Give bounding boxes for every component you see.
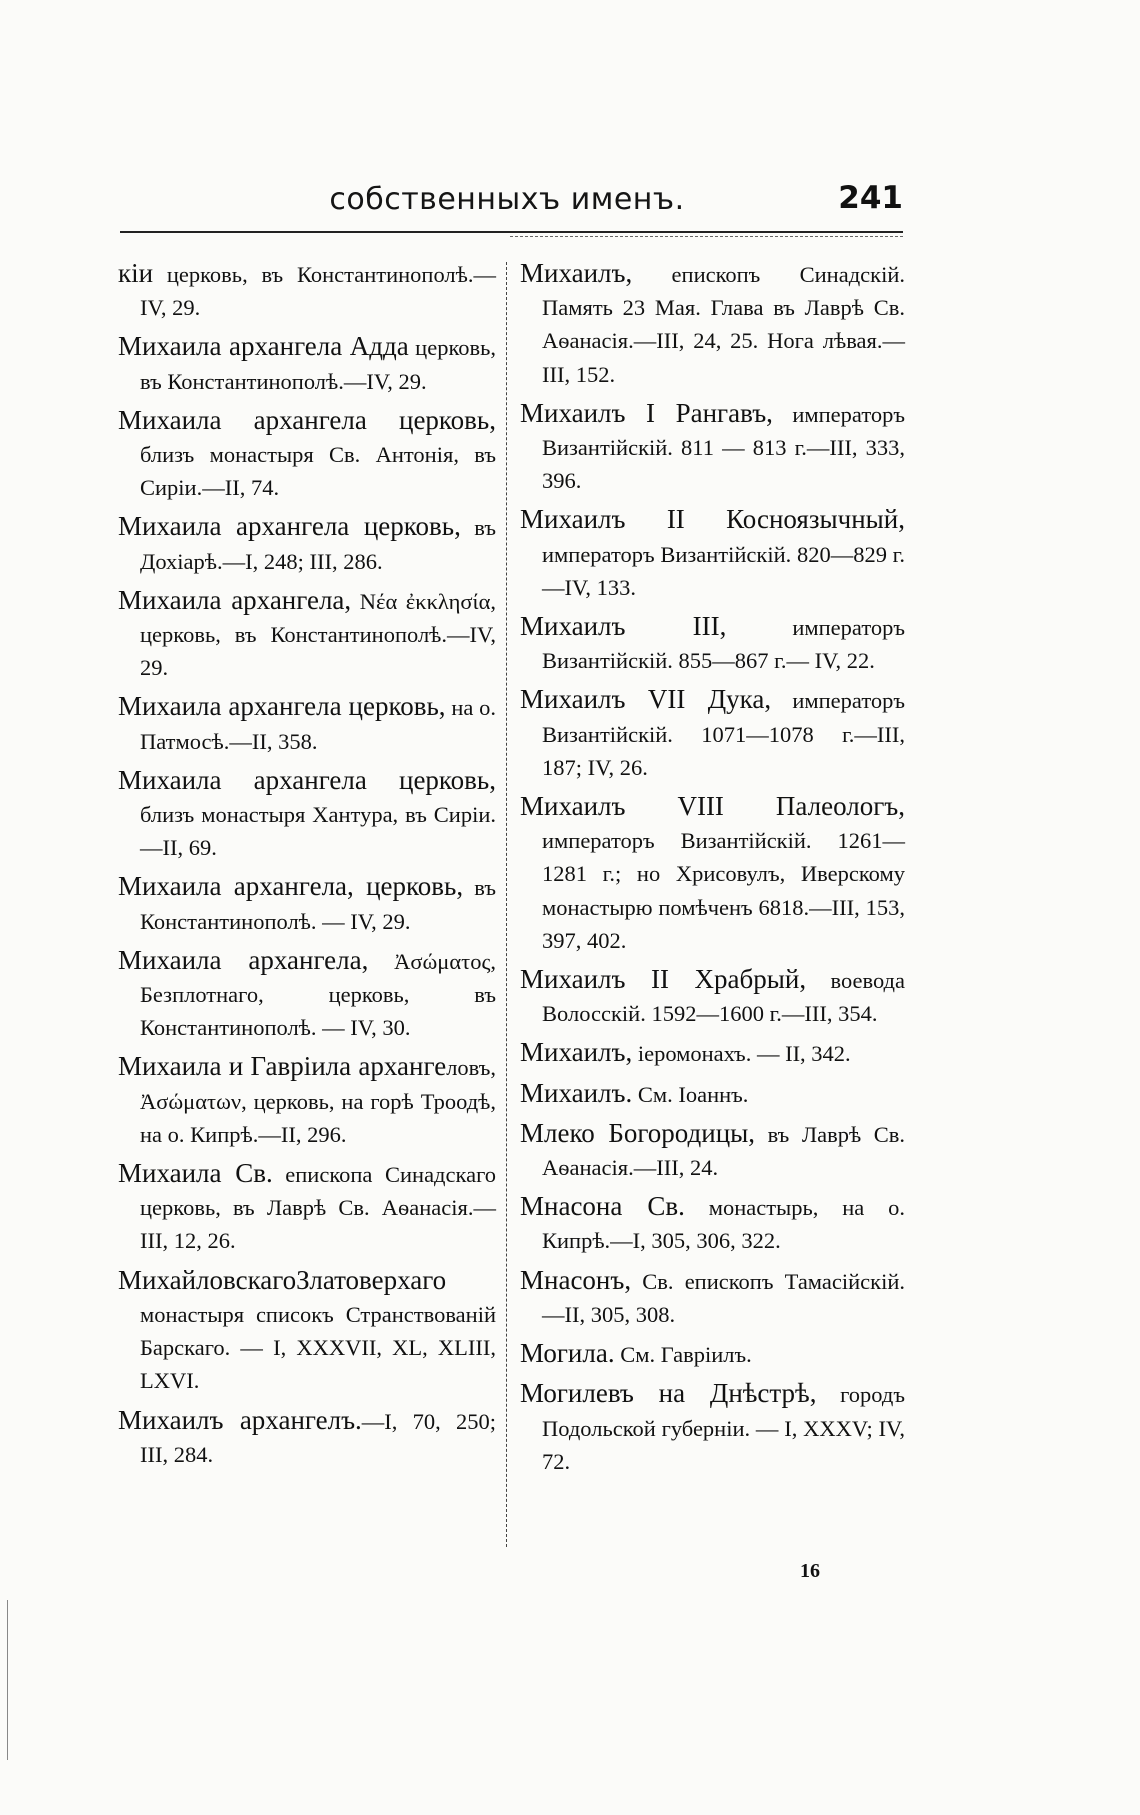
index-entry — [520, 1264, 905, 1331]
entry-text: Ἀσώματος, Безплотнаго, церковь, въ Константинополѣ. — IV, 30. — [140, 948, 496, 1041]
index-entry — [520, 963, 905, 1030]
index-entry — [118, 330, 496, 397]
entry-headword: Михаилъ VII Дука, — [520, 684, 772, 715]
entry-text: городъ Подольской губернiи. — I, XXXV; IV, 72. — [542, 1382, 905, 1474]
index-entry — [520, 257, 905, 391]
index-entry — [520, 610, 905, 677]
index-entry — [118, 404, 496, 505]
entry-text: въ Дохiарѣ.—I, 248; III, 286. — [140, 515, 496, 574]
left-column — [118, 257, 496, 1477]
index-entry — [520, 397, 905, 498]
signature-mark: 16 — [800, 1560, 820, 1582]
entry-text: монастыря списокъ Странствованiй Барскаго. — I, XXXVII, XL, XLIII, LXVI. — [140, 1301, 496, 1394]
entry-text: Св. епископъ Тамасiйскiй.—II, 305, 308. — [542, 1268, 905, 1327]
entry-headword: Могилевъ на Днѣстрѣ, — [520, 1378, 817, 1409]
entry-headword: Михаила Св. — [118, 1158, 273, 1189]
entry-headword: Михаила и Гаврiила арханге — [118, 1051, 447, 1082]
index-entry — [520, 1117, 905, 1184]
index-entry — [118, 584, 496, 685]
entry-headword: Михаилъ II Храбрый, — [520, 964, 807, 995]
entry-headword: кiи — [118, 258, 154, 288]
index-entry — [118, 1157, 496, 1258]
page-number: 241 — [838, 180, 903, 216]
entry-headword: Михаилъ II Косноязычный, — [520, 504, 905, 535]
entry-text: церковь, въ Константинополѣ.—IV, 29. — [140, 262, 496, 321]
index-entry — [520, 790, 905, 957]
entry-headword: Михаила архангела церковь, — [118, 404, 496, 435]
entry-text: iеромонахъ. — II, 342. — [632, 1041, 851, 1067]
entry-text: епископа Синадскаго церковь, въ Лаврѣ Св. Аѳанасiя.—III, 12, 26. — [140, 1162, 496, 1254]
entry-text: близъ монастыря Хантура, въ Сирiи.—II, 69. — [140, 802, 496, 861]
entry-headword: Михаилъ III, — [520, 611, 727, 642]
entry-headword: Михаила архангела, — [118, 584, 352, 615]
entry-headword: Михаила архангела церковь, — [118, 691, 446, 722]
entry-text: церковь, въ Константинополѣ.—IV, 29. — [140, 335, 497, 394]
entry-text: императоръ Византiйскiй. 1261—1281 г.; но Хрисовулъ, Иверскому монастырю помѣченъ 6818.—III, 153, 397, 402. — [542, 828, 905, 953]
entry-headword: Михаила архангела, церковь, — [118, 871, 464, 902]
entry-headword: Мнасонъ, — [520, 1264, 632, 1295]
entry-headword: Михаилъ архангелъ. — [118, 1404, 362, 1435]
index-entry — [520, 1036, 905, 1070]
entry-headword: Михаилъ. — [520, 1077, 633, 1108]
entry-headword: Могила. — [520, 1338, 615, 1369]
column-divider — [506, 262, 507, 1547]
entry-text: императоръ Византiйскiй. 1071—1078 г.—III, 187; IV, 26. — [542, 688, 905, 780]
entry-headword: Михаила архангела церковь, — [118, 511, 461, 542]
entry-text: на о. Патмосѣ.—II, 358. — [140, 695, 496, 754]
entry-headword: Михаилъ I Рангавъ, — [520, 397, 773, 428]
entry-headword: Михаилъ, — [520, 1037, 633, 1068]
entry-text: въ Константинополѣ. — IV, 29. — [140, 875, 496, 934]
entry-text: ловъ, Ἀσώματων, церковь, на горѣ Троодѣ, на о. Кипрѣ.—II, 296. — [140, 1055, 496, 1147]
entry-headword: Михаила архангела церковь, — [118, 764, 496, 795]
entry-text: См. Iоаннъ. — [632, 1081, 749, 1107]
index-entry — [520, 503, 905, 604]
index-entry — [520, 683, 905, 784]
entry-headword: Михаила архангела Адда — [118, 331, 409, 362]
entry-headword: Михаилъ, — [520, 258, 633, 288]
entry-text: въ Лаврѣ Св. Аѳанасiя.—III, 24. — [542, 1121, 905, 1181]
index-entry — [118, 944, 496, 1045]
index-entry — [118, 1264, 496, 1398]
entry-text: епископъ Синадскiй. Память 23 Мая. Глава въ Лаврѣ Св. Аѳанасiя.—III, 24, 25. Нога лѣвая.—III, 152. — [542, 262, 905, 387]
index-entry — [520, 1377, 905, 1478]
index-entry — [520, 1077, 905, 1111]
index-entry — [520, 1337, 905, 1371]
index-entry — [118, 764, 496, 865]
entry-text: воевода Волосскiй. 1592—1600 г.—III, 354. — [542, 968, 905, 1027]
index-entry — [118, 870, 496, 937]
entry-text: Νέα ἐκκλησία, церковь, въ Константинополѣ.—IV, 29. — [140, 588, 497, 681]
entry-text: См. Гаврiилъ. — [614, 1342, 752, 1368]
index-entry — [520, 1190, 905, 1257]
entry-text: близъ монастыря Св. Антонiя, въ Сирiи.—II, 74. — [140, 442, 496, 501]
index-entry — [118, 1050, 496, 1151]
right-column — [520, 257, 905, 1484]
entry-text: императоръ Византiйскiй. 820—829 г.—IV, 133. — [542, 541, 905, 600]
index-entry — [118, 257, 496, 324]
entry-text: монастырь, на о. Кипрѣ.—I, 305, 306, 322. — [542, 1195, 905, 1254]
entry-headword: Млеко Богородицы, — [520, 1117, 756, 1148]
entry-headword: Михаилъ VIII Палеологъ, — [520, 791, 905, 822]
entry-text: императоръ Византiйскiй. 811 — 813 г.—III, 333, 396. — [542, 401, 905, 494]
header-rule-dashed — [510, 236, 903, 237]
header-rule — [120, 231, 903, 233]
entry-text: императоръ Византiйскiй. 855—867 г.— IV, 22. — [542, 615, 905, 674]
entry-text: —I, 70, 250; III, 284. — [140, 1408, 496, 1467]
page-title: собственныхъ именъ. — [329, 182, 685, 217]
margin-line — [7, 1600, 8, 1760]
index-entry — [118, 1404, 496, 1471]
entry-headword: Михаила архангела, — [118, 944, 369, 975]
index-entry — [118, 690, 496, 757]
entry-headword: МихайловскагоЗлатоверхаго — [118, 1264, 447, 1295]
index-entry — [118, 510, 496, 577]
entry-headword: Мнасона Св. — [520, 1191, 685, 1222]
